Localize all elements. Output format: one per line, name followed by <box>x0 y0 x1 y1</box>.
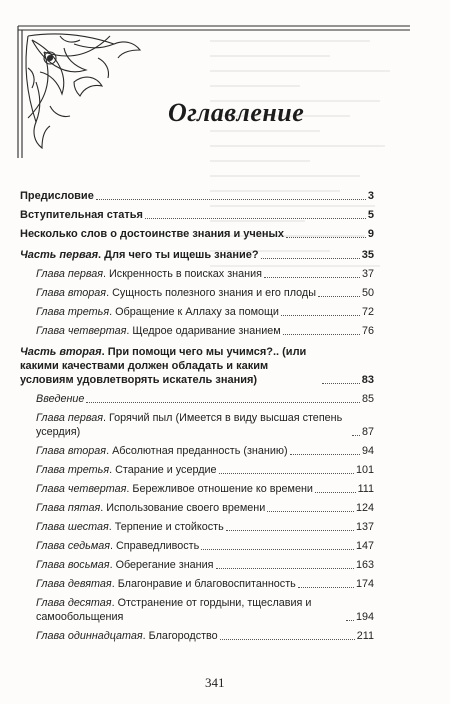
toc-entry-title: Благонравие и благовоспитанность <box>117 578 296 590</box>
toc-entry-label: Глава шестая. Терпение и стойкость <box>36 521 224 533</box>
toc-entry-page: 9 <box>367 228 374 240</box>
toc-entry-page: 85 <box>361 393 374 405</box>
toc-entry-ordinal: Часть вторая <box>20 346 102 358</box>
toc-entry-title: Благородство <box>148 630 218 642</box>
toc-entry-label: Глава десятая. Отстранение от гордыни, тщеславия и самообольщения <box>36 597 312 623</box>
leader-dots <box>318 296 360 297</box>
toc-entry-title: Несколько слов о достоинстве знания и ученых <box>20 228 285 240</box>
toc-entry-label: Глава пятая. Использование своего времени <box>36 502 266 514</box>
toc-entry[interactable] <box>20 248 374 262</box>
toc-entry-ordinal: Глава десятая <box>36 597 112 609</box>
toc-entry-label <box>20 189 94 203</box>
leader-dots <box>201 549 354 550</box>
toc-entry-ordinal: Глава первая <box>36 412 104 424</box>
toc-entry-title: Оберегание знания <box>115 559 214 571</box>
toc-entry-title: Использование своего времени <box>106 502 266 514</box>
table-of-contents <box>20 189 374 648</box>
toc-entry[interactable] <box>20 305 374 319</box>
toc-entry-page: 3 <box>367 190 374 202</box>
toc-entry-label: Глава первая. Искренность в поисках знания <box>36 268 262 280</box>
toc-entry[interactable] <box>20 501 374 515</box>
toc-entry[interactable] <box>20 286 374 300</box>
toc-entry-page: 87 <box>361 426 374 438</box>
toc-entry[interactable] <box>20 392 374 406</box>
toc-entry-ordinal: Глава седьмая <box>36 540 110 552</box>
toc-entry[interactable] <box>20 208 374 222</box>
toc-entry[interactable] <box>20 345 374 387</box>
toc-entry-page: 174 <box>355 578 374 590</box>
page-number: 341 <box>205 675 225 690</box>
toc-entry-title: Абсолютная преданность (знанию) <box>112 445 288 457</box>
toc-entry-page: 211 <box>356 630 374 642</box>
toc-entry-ordinal: Часть первая <box>20 249 99 261</box>
toc-entry[interactable] <box>20 324 374 338</box>
toc-entry-title: Щедрое одаривание знанием <box>132 325 281 337</box>
toc-entry-ordinal: Глава пятая <box>36 502 101 514</box>
toc-entry-title: Обращение к Аллаху за помощи <box>115 306 279 318</box>
leader-dots <box>264 277 360 278</box>
toc-entry-page: 111 <box>357 483 374 495</box>
toc-entry[interactable] <box>20 539 374 553</box>
leader-dots <box>298 587 354 588</box>
toc-entry-ordinal: Глава шестая <box>36 521 109 533</box>
leader-dots <box>145 218 366 219</box>
toc-entry-page: 37 <box>361 268 374 280</box>
toc-entry[interactable] <box>20 558 374 572</box>
toc-entry[interactable] <box>20 520 374 534</box>
toc-entry-page: 101 <box>355 464 374 476</box>
toc-entry-ordinal: Глава первая <box>36 268 104 280</box>
toc-entry-label: Глава вторая. Абсолютная преданность (знанию) <box>36 445 288 457</box>
toc-entry[interactable] <box>20 577 374 591</box>
leader-dots <box>315 492 356 493</box>
toc-entry-title: Бережливое отношение ко времени <box>132 483 313 495</box>
toc-entry-page: 194 <box>355 611 374 623</box>
toc-entry-title: Искренность в поисках знания <box>109 268 262 280</box>
leader-dots <box>283 334 360 335</box>
toc-entry-label: Часть вторая. При помощи чего мы учимся?.. (или какими качествами должен обладать и каким условиям удовлетворять искатель знания) <box>20 346 307 386</box>
toc-entry-label: Часть первая. Для чего ты ищешь знание? <box>20 249 259 261</box>
page-title: Оглавление <box>168 98 305 127</box>
toc-entry[interactable] <box>20 463 374 477</box>
toc-entry-ordinal: Глава восьмая <box>36 559 110 571</box>
leader-dots <box>261 258 360 259</box>
toc-entry-title: Терпение и стойкость <box>114 521 224 533</box>
toc-entry-ordinal: Глава четвертая <box>36 483 127 495</box>
toc-entry-title: Старание и усердие <box>115 464 217 476</box>
leader-dots <box>290 454 360 455</box>
toc-entry-label: Глава вторая. Сущность полезного знания и его плоды <box>36 287 316 299</box>
leader-dots <box>86 402 360 403</box>
toc-entry[interactable] <box>20 227 374 241</box>
toc-entry-ordinal: Глава четвертая <box>36 325 127 337</box>
toc-entry-page: 76 <box>361 325 374 337</box>
toc-entry-title: Сущность полезного знания и его плоды <box>112 287 316 299</box>
toc-entry[interactable] <box>20 444 374 458</box>
toc-entry-label: Глава восьмая. Оберегание знания <box>36 559 214 571</box>
leader-dots <box>96 199 366 200</box>
leader-dots <box>220 639 355 640</box>
toc-entry-ordinal: Глава одиннадцатая <box>36 630 143 642</box>
toc-entry-label <box>36 392 84 406</box>
toc-entry-label: Глава четвертая. Бережливое отношение ко времени <box>36 483 313 495</box>
leader-dots <box>322 383 360 384</box>
toc-entry-title: Отстранение от гордыни, тщеславия и самообольщения <box>36 597 312 623</box>
toc-entry-title: Предисловие <box>20 190 94 202</box>
toc-entry-title: Вступительная статья <box>20 209 143 221</box>
toc-entry-page: 94 <box>361 445 374 457</box>
toc-entry-ordinal: Глава девятая <box>36 578 112 590</box>
toc-entry-title: Справедливость <box>116 540 200 552</box>
leader-dots <box>352 435 360 436</box>
leader-dots <box>281 315 360 316</box>
leader-dots <box>267 511 354 512</box>
toc-entry-label: Глава седьмая. Справедливость <box>36 540 200 552</box>
toc-entry-page: 50 <box>361 287 374 299</box>
toc-entry-page: 137 <box>355 521 374 533</box>
toc-entry[interactable] <box>20 629 374 643</box>
toc-entry-page: 147 <box>355 540 374 552</box>
toc-entry-ordinal: Введение <box>36 393 85 405</box>
toc-entry-page: 83 <box>361 374 374 386</box>
toc-entry-page: 5 <box>367 209 374 221</box>
toc-entry-page: 72 <box>361 306 374 318</box>
toc-entry[interactable] <box>20 596 374 624</box>
toc-entry-label: Глава четвертая. Щедрое одаривание знанием <box>36 325 281 337</box>
toc-entry-label: Глава девятая. Благонравие и благовоспитанность <box>36 578 296 590</box>
toc-entry[interactable] <box>20 411 374 439</box>
leader-dots <box>346 620 354 621</box>
toc-entry-ordinal: Глава вторая <box>36 445 107 457</box>
toc-entry-page: 124 <box>355 502 374 514</box>
toc-entry-title: При помощи чего мы учимся?.. (или какими качествами должен обладать и каким условиям удовлетворять искатель знания) <box>20 346 307 386</box>
toc-entry[interactable] <box>20 482 374 496</box>
toc-entry-ordinal: Глава третья <box>36 464 110 476</box>
toc-entry-label: Глава третья. Обращение к Аллаху за помощи <box>36 306 279 318</box>
toc-entry-label: Глава одиннадцатая. Благородство <box>36 630 218 642</box>
toc-entry-page: 163 <box>355 559 374 571</box>
toc-entry-label <box>20 208 143 222</box>
leader-dots <box>286 237 366 238</box>
corner-ornament <box>14 22 414 162</box>
toc-entry-label: Глава первая. Горячий пыл (Имеется в виду высшая степень усердия) <box>36 412 343 438</box>
toc-entry-title: Для чего ты ищешь знание? <box>104 249 259 261</box>
toc-entry[interactable] <box>20 267 374 281</box>
toc-entry-title: Горячий пыл (Имеется в виду высшая степень усердия) <box>36 412 343 438</box>
leader-dots <box>216 568 354 569</box>
toc-entry-ordinal: Глава вторая <box>36 287 107 299</box>
toc-entry-label: Глава третья. Старание и усердие <box>36 464 217 476</box>
toc-entry-ordinal: Глава третья <box>36 306 110 318</box>
toc-entry[interactable] <box>20 189 374 203</box>
toc-entry-page: 35 <box>361 249 374 261</box>
leader-dots <box>219 473 354 474</box>
leader-dots <box>226 530 354 531</box>
toc-entry-label <box>20 227 284 241</box>
